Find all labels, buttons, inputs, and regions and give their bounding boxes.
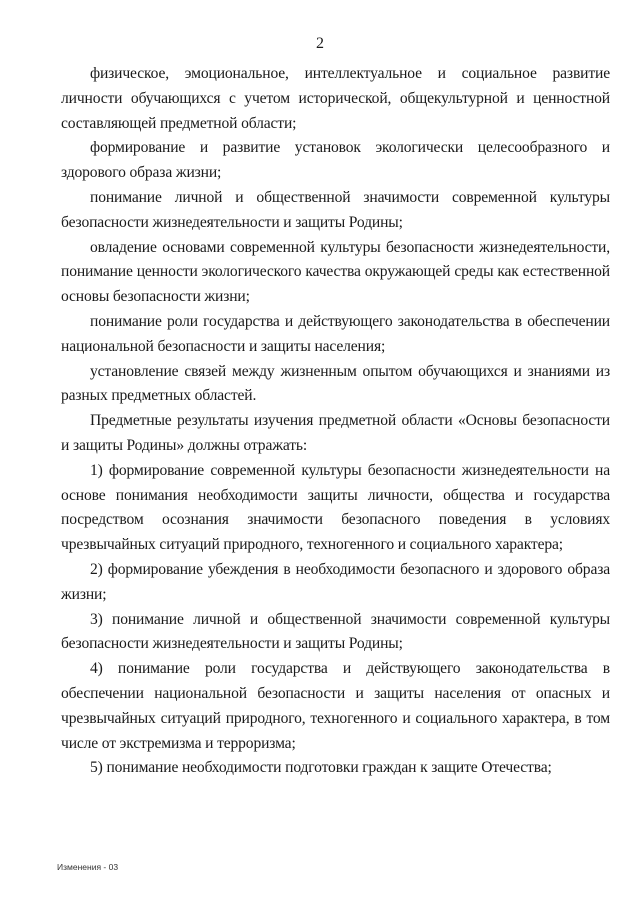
paragraph: 5) понимание необходимости подготовки граждан к защите Отечества; bbox=[90, 759, 552, 777]
paragraph: 1) формирование современной культуры безопасности жизнедеятельности на основе понимания необходимости защиты личности, общества и государства посредством осознания значимости безопасного поведения в условиях чрезвычайных ситуаций природного, техногенного и социального характера; bbox=[61, 461, 610, 554]
paragraph: 4) понимание роли государства и действующего законодательства в обеспечении национальной безопасности и защиты населения от опасных и чрезвычайных ситуаций природного, техногенного и социального характера, в том числе от экстремизма и терроризма; bbox=[61, 660, 610, 752]
paragraph: 2) формирование убеждения в необходимости безопасного и здорового образа жизни; bbox=[61, 560, 610, 603]
paragraph: Предметные результаты изучения предметной области «Основы безопасности и защиты Родины» должны отражать: bbox=[61, 412, 610, 454]
paragraph: установление связей между жизненным опытом обучающихся и знаниями из разных предметных областей. bbox=[61, 362, 610, 405]
revision-note: Изменения - 03 bbox=[57, 862, 119, 872]
paragraph: понимание роли государства и действующего законодательства в обеспечении национальной безопасности и защиты населения; bbox=[61, 312, 610, 355]
document-body bbox=[61, 62, 610, 781]
paragraph: физическое, эмоциональное, интеллектуальное и социальное развитие личности обучающихся с учетом исторической, общекультурной и ценностной составляющей предметной области; bbox=[61, 65, 610, 132]
paragraph: 3) понимание личной и общественной значимости современной культуры безопасности жизнедеятельности и защиты Родины; bbox=[61, 610, 610, 653]
paragraph: овладение основами современной культуры безопасности жизнедеятельности, понимание ценности экологического качества окружающей среды как естественной основы безопасности жизни; bbox=[61, 238, 610, 306]
paragraph: понимание личной и общественной значимости современной культуры безопасности жизнедеятельности и защиты Родины; bbox=[61, 188, 610, 231]
page-number: 2 bbox=[316, 35, 324, 52]
paragraph: формирование и развитие установок экологически целесообразного и здорового образа жизни; bbox=[61, 139, 610, 182]
